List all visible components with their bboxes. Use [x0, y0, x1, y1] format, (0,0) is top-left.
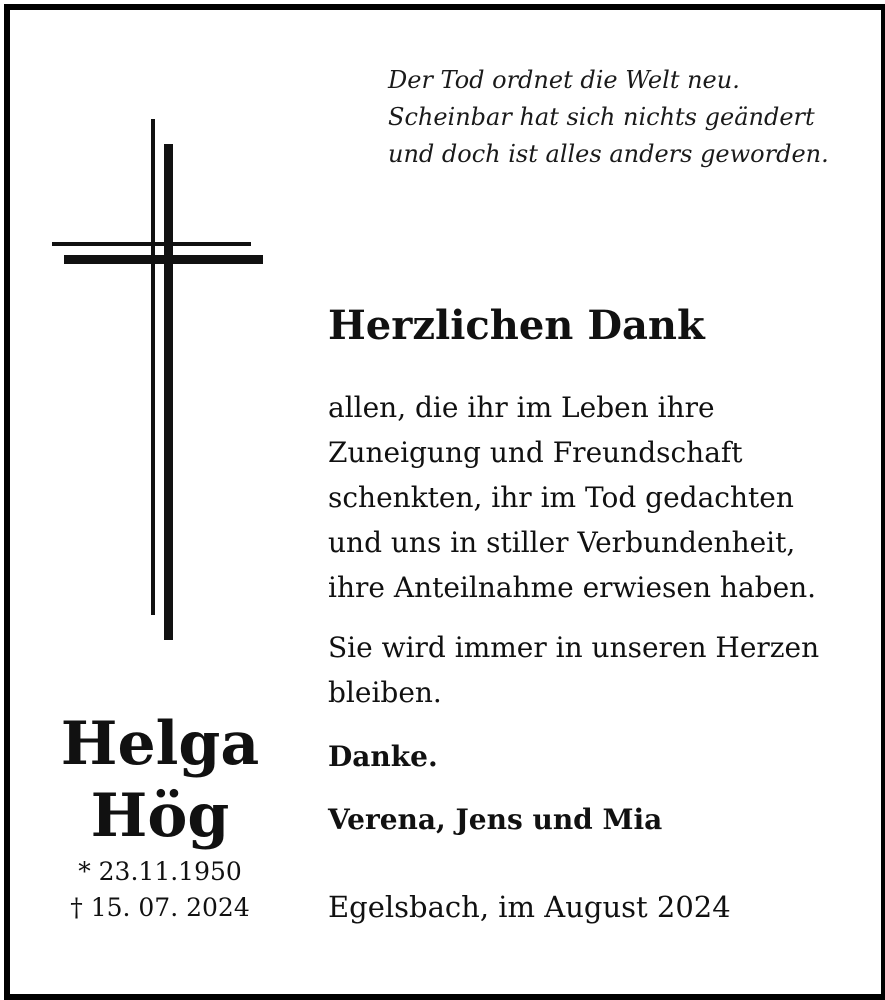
cross-vertical-thick	[164, 144, 173, 640]
remember-line: bleiben.	[328, 676, 442, 709]
quote-line: und doch ist alles anders geworden.	[388, 140, 829, 168]
body-line: schenkten, ihr im Tod gedachten	[328, 481, 794, 514]
body-line: Zuneigung und Freundschaft	[328, 436, 743, 469]
first-name: Helga	[60, 709, 260, 779]
thanks-body	[328, 385, 858, 610]
death-date: † 15. 07. 2024	[70, 893, 250, 922]
life-dates	[40, 854, 280, 926]
cross-vertical-thin	[151, 119, 155, 615]
remember-line: Sie wird immer in unseren Herzen	[328, 631, 820, 664]
place-and-date: Egelsbach, im August 2024	[328, 890, 731, 924]
remembrance-text	[328, 625, 858, 715]
thanks-heading: Herzlichen Dank	[328, 302, 705, 349]
cross-horizontal-thick	[64, 255, 263, 264]
quote-line: Der Tod ordnet die Welt neu.	[388, 66, 740, 94]
last-name: Hög	[90, 781, 230, 851]
signers: Verena, Jens und Mia	[328, 803, 663, 836]
body-line: und uns in stiller Verbundenheit,	[328, 526, 796, 559]
closing-thanks: Danke.	[328, 740, 438, 773]
quote-line: Scheinbar hat sich nichts geändert	[388, 103, 815, 131]
cross-icon	[0, 0, 300, 660]
cross-horizontal-thin	[52, 242, 251, 246]
birth-date: * 23.11.1950	[78, 857, 242, 886]
deceased-name	[40, 708, 280, 852]
body-line: allen, die ihr im Leben ihre	[328, 391, 715, 424]
quote-block	[388, 62, 868, 173]
body-line: ihre Anteilnahme erwiesen haben.	[328, 571, 817, 604]
